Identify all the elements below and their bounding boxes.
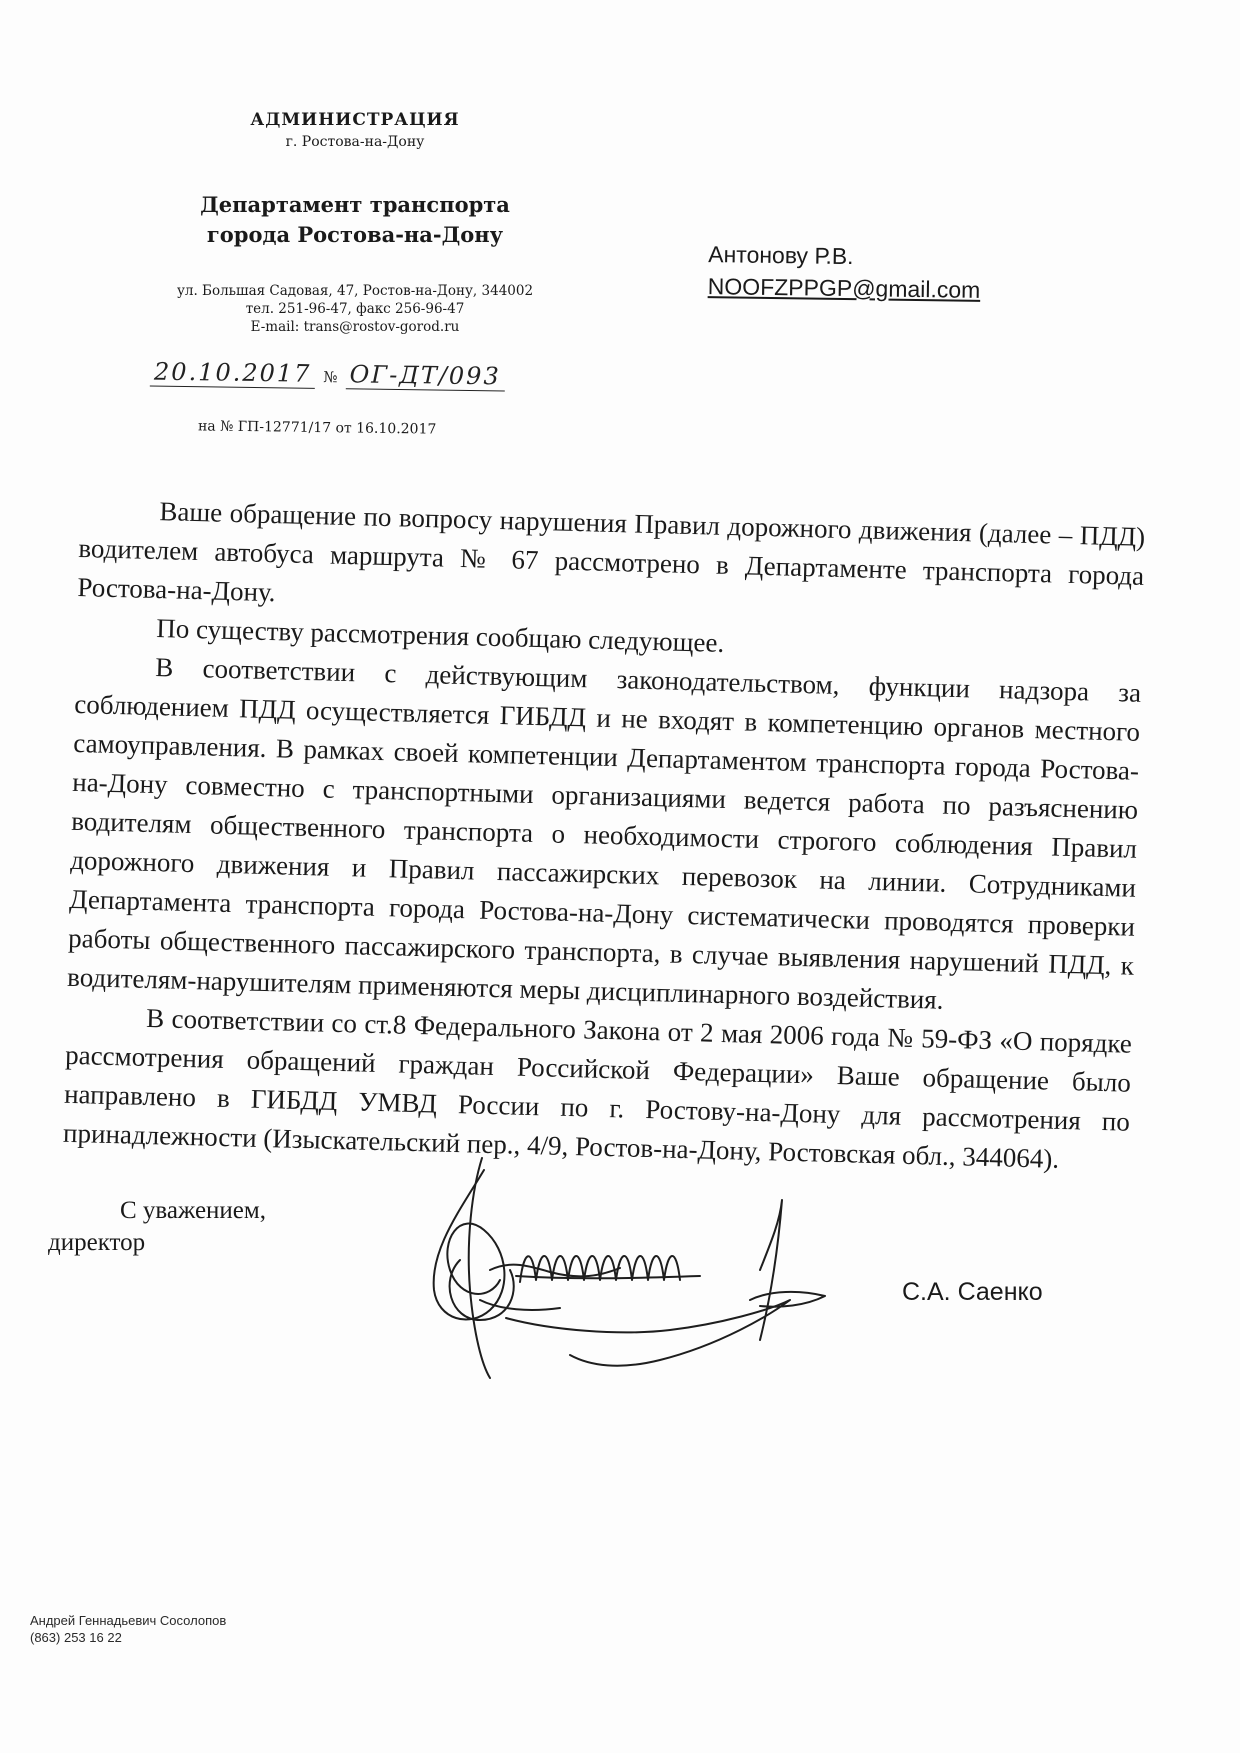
letterhead-contacts <box>120 282 590 336</box>
outgoing-reference <box>150 358 505 391</box>
in-reply-to: на № ГП-12771/17 от 16.10.2017 <box>197 418 437 438</box>
letterhead-email: E-mail: trans@rostov-gorod.ru <box>250 319 460 335</box>
recipient <box>708 238 981 306</box>
number-sign: № <box>323 367 338 387</box>
body-paragraph: В соответствии с действующим законодательством, функции надзора за соблюдением ПДД осуществляется ГИБДД и не входят в компетенцию органов местного самоуправления. В рамках своей компетенции Департаментом транспорта города Ростова-на-Дону совместно с транспортными организациями ведется работа по разъяснению водителям общественного транспорта о необходимости строгого соблюдения Правил дорожного движения и Правил пассажирских перевозок на линии. Сотрудниками Департамента транспорта города Ростова-на-Дону систематически проводятся проверки работы общественного пассажирского транспорта, в случае выявления нарушений ПДД, к водителям-нарушителям применяются меры дисциплинарного воздействия. <box>66 652 1142 1015</box>
closing-position: директор <box>48 1229 146 1256</box>
body-paragraph: По существу рассмотрения сообщаю следующее. <box>156 613 725 658</box>
letterhead-department-line1: Департамент транспорта <box>200 192 510 217</box>
recipient-email: NOOFZPPGP@gmail.com <box>707 273 981 303</box>
body-paragraph: В соответствии со ст.8 Федерального Закона от 2 мая 2006 года № 59-ФЗ «О порядке рассмотрения обращений граждан Российской Федерации» Ваше обращение было направлено в ГИБДД УМВД России по г. Ростову-на-Дону для рассмотрения по принадлежности (Изыскательский пер., 4/9, Ростов-на-Дону, Ростовская обл., 344064). <box>62 1002 1133 1174</box>
letter-body <box>63 490 1146 1181</box>
letterhead-administration: АДМИНИСТРАЦИЯ <box>250 110 460 130</box>
letterhead-department <box>120 190 590 250</box>
outgoing-number: ОГ-ДТ/093 <box>345 360 504 391</box>
signatory-name: С.А. Саенко <box>902 1278 1043 1306</box>
letterhead-phone-fax: тел. 251-96-47, факс 256-96-47 <box>245 301 465 317</box>
outgoing-date: 20.10.2017 <box>150 358 316 389</box>
letterhead <box>120 110 590 336</box>
body-paragraph: Ваше обращение по вопросу нарушения Правил дорожного движения (далее – ПДД) водителем автобуса маршрута № 67 рассмотрено в Департаменте транспорта города Ростова-на-Дону. <box>77 496 1146 608</box>
executor-info <box>30 1612 226 1646</box>
letterhead-department-line2: города Ростова-на-Дону <box>206 222 504 247</box>
closing-regards: С уважением, <box>120 1197 266 1224</box>
letterhead-city: г. Ростова-на-Дону <box>285 134 425 150</box>
handwritten-signature <box>420 1150 890 1380</box>
recipient-name: Антонову Р.В. <box>708 241 854 270</box>
executor-phone: (863) 253 16 22 <box>30 1630 122 1645</box>
closing <box>48 1195 266 1259</box>
letterhead-address: ул. Большая Садовая, 47, Ростов-на-Дону, 344002 <box>176 283 534 299</box>
executor-name: Андрей Геннадьевич Сосолопов <box>30 1613 227 1628</box>
